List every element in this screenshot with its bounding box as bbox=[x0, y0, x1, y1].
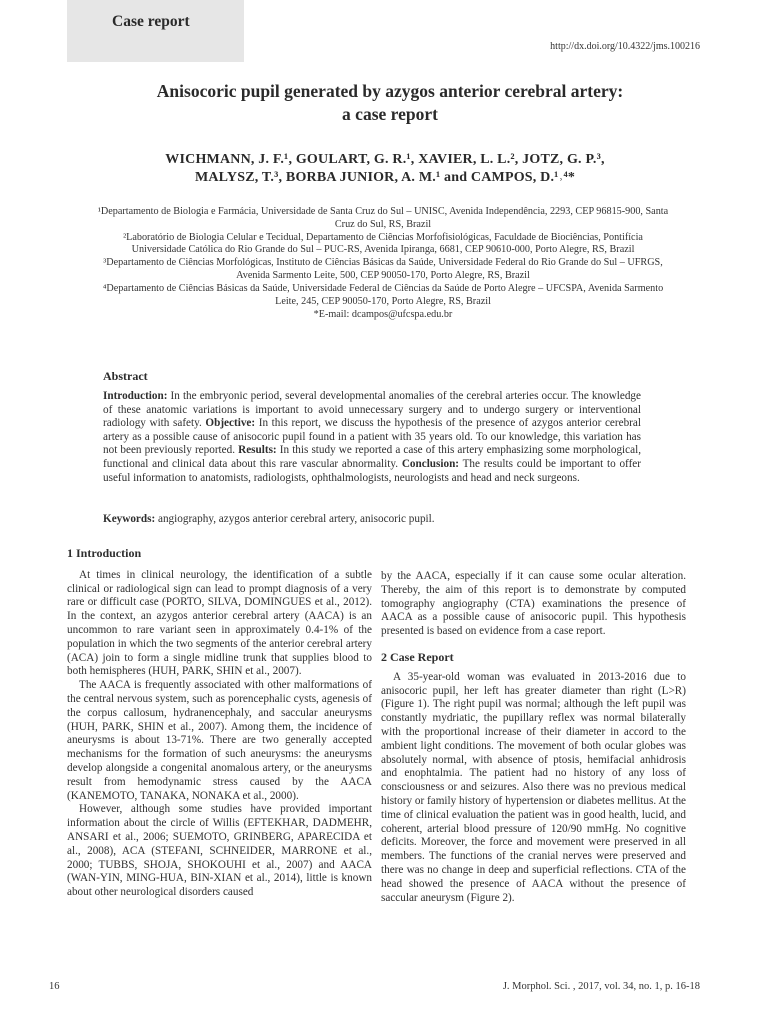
section-1-heading: 1 Introduction bbox=[67, 546, 142, 560]
abstract-body bbox=[103, 390, 641, 485]
column-left bbox=[67, 547, 372, 900]
abstract-objective-label: Objective: bbox=[205, 417, 256, 430]
intro-paragraph-3: However, although some studies have provided important information about the circle of Willis (EFTEKHAR, DADMEHR, ANSARI et al., 2006; SUEMOTO, GRINBERG, APARECIDA et al., 2008), ACA (STEFANI, SCHNEIDER, MARRONE et al., 2000; TUBBS, SHOJA, SHOKOUHI et al., 2007) and AACA (WAN-YIN, MING-HUA, BIN-XIAN et al., 2014), little is known about other neurological disorders caused bbox=[67, 803, 372, 899]
affiliation-1: ¹Departamento de Biologia e Farmácia, Universidade de Santa Cruz do Sul – UNISC, Avenida Independência, 2293, CEP 96815-900, Santa Cruz do Sul, RS, Brazil bbox=[97, 206, 669, 230]
journal-citation: J. Morphol. Sci. , 2017, vol. 34, no. 1, p. 16-18 bbox=[502, 981, 700, 992]
affiliations bbox=[96, 206, 670, 322]
affiliation-4: ⁴Departamento de Ciências Básicas da Saúde, Universidade Federal de Ciências da Saúde de Porto Alegre – UFCSPA, Avenida Sarmento Leite, 245, CEP 90050-170, Porto Alegre, RS, Brazil bbox=[102, 283, 664, 307]
title-line-1: Anisocoric pupil generated by azygos anterior cerebral artery: bbox=[156, 81, 624, 101]
authors-line-2: MALYSZ, T.³, BORBA JUNIOR, A. M.¹ and CAMPOS, D.¹˒⁴* bbox=[194, 170, 576, 185]
doi-link[interactable]: http://dx.doi.org/10.4322/jms.100216 bbox=[550, 41, 700, 52]
page-number: 16 bbox=[49, 981, 60, 992]
intro-paragraph-2: The AACA is frequently associated with other malformations of the central nervous system, such as porencephalic cysts, agenesis of the corpus callosum, hydranencephaly, and saccular aneurysms (HUH, PARK, SHIN et al., 2007). Among them, the incidence of aneurysms is about 13-71%. There are two generally accepted mechanisms for the formation of such aneurysms: the aneurysms develop alongside a congenital anomalous artery, or the aneurysms result from hemodynamic stress caused by the AACA (KANEMOTO, TANAKA, NONAKA et al., 2000). bbox=[67, 679, 372, 802]
abstract-conclusion-text: The results could be important to offer useful information to anatomists, radiologists, ophthalmologists, neurologists and head and neck surgeons. bbox=[103, 457, 641, 484]
section-tag-box bbox=[67, 0, 244, 62]
abstract-intro-text: In the embryonic period, several developmental anomalies of the cerebral arteries occur. The knowledge of these anatomic variations is important to avoid unnecessary surgery and to undergo surgery or interventional radiology with safety. bbox=[103, 390, 641, 430]
affiliation-3: ³Departamento de Ciências Morfológicas, Instituto de Ciências Básicas da Saúde, Universidade Federal do Rio Grande do Sul – UFRGS, Avenida Sarmento Leite, 500, CEP 90050-170, Porto Alegre, RS, Brazil bbox=[103, 257, 663, 281]
affiliation-2: ²Laboratório de Biologia Celular e Tecidual, Departamento de Ciências Morfofisiológicas, Faculdade de Biociências, Pontifícia Universidade Católica do Rio Grande do Sul – PUC-RS, Avenida Ipiranga, 6681, CEP 90610-000, Porto Alegre, RS, Brazil bbox=[123, 231, 643, 256]
case-report-paragraph: A 35-year-old woman was evaluated in 2013-2016 due to anisocoric pupil, her left has greater diameter than right (L>R) (Figure 1). The right pupil was normal; although the left pupil was constantly mydriatic, the pupillary reflex was normal bilaterally with the proportional increase of their diameter in accord to the ambient light conditions. The movement of both ocular globes was absolutely normal, with absence of ptosis, hemifacial anhidrosis and enophtalmia. The patient had no history of any loss of consciousness or and seizures. Also there was no previous medical history or family history of hypertension or diabetes mellitus. At the time of clinical evaluation the patient was in good health, lucid, and coherent, arterial blood pressure of 120/90 mmHg. No cognitive deficits. Moreover, the force and movement were preserved in all members. The functions of the cranial nerves were preserved and there was no change in deep and superficial reflections. CTA of the head showed the presence of AACA without the presence of saccular aneurysm (Figure 2). bbox=[381, 670, 686, 904]
authors-line-1: WICHMANN, J. F.¹, GOULART, G. R.¹, XAVIER, L. L.², JOTZ, G. P.³, bbox=[165, 152, 605, 167]
keywords-label: Keywords: bbox=[103, 513, 156, 525]
section-tag: Case report bbox=[112, 13, 190, 30]
abstract-conclusion-label: Conclusion: bbox=[401, 457, 460, 470]
keywords bbox=[103, 513, 641, 527]
column-right bbox=[381, 570, 686, 905]
abstract-results-text: In this study we reported a case of this artery emphasizing some morphological, functional and clinical data about this rare vascular abnormality. bbox=[103, 444, 642, 470]
article-title bbox=[70, 80, 710, 126]
title-line-2: a case report bbox=[342, 104, 438, 124]
author-list bbox=[70, 151, 700, 187]
abstract-intro-label: Introduction: bbox=[103, 390, 168, 402]
keywords-text: angiography, azygos anterior cerebral artery, anisocoric pupil. bbox=[155, 513, 435, 525]
section-2-heading: 2 Case Report bbox=[381, 649, 454, 664]
abstract-objective-text: In this report, we discuss the hypothesis of the presence of azygos anterior cerebral artery as a possible cause of anisocoric pupil found in a patient with 35 years old. To our knowledge, this variation has not been previously reported. bbox=[103, 417, 641, 457]
abstract-results-label: Results: bbox=[238, 444, 277, 457]
intro-paragraph-continued: by the AACA, especially if it can cause some ocular alteration. Thereby, the aim of this report is to demonstrate by computed tomography angiography (CTA) examinations the presence of AACA as a possible cause of anisocoric pupil. This hypothesis presented is based on evidence from a case report. bbox=[381, 570, 686, 638]
corresponding-email[interactable]: *E-mail: dcampos@ufcspa.edu.br bbox=[313, 308, 453, 320]
intro-paragraph-1: At times in clinical neurology, the identification of a subtle clinical or radiological sign can lead to prompt diagnosis of a very rare or difficult case (PORTO, SILVA, DOMINGUES et al., 2012). In the context, an azygos anterior cerebral artery (AACA) is an uncommon to rare variant seen in approximately 0.4-1% of the population in which the two segments of the anterior cerebral artery (ACA) join to form a single midline trunk that supplies blood to both hemispheres (HUH, PARK, SHIN et al., 2007). bbox=[67, 568, 372, 678]
abstract-heading: Abstract bbox=[103, 369, 148, 383]
